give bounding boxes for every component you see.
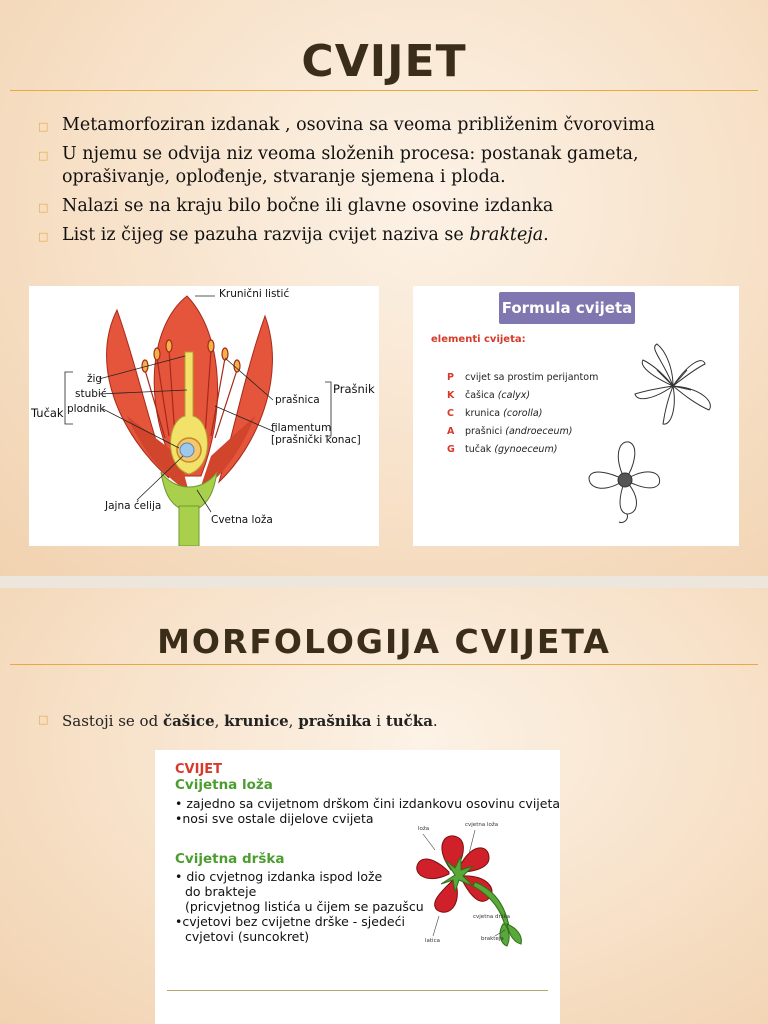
formula-row: A prašnici (androeceum): [447, 426, 573, 437]
flower-sketch-icon: [583, 436, 667, 524]
label-tucak: Tučak: [31, 406, 64, 420]
label-jajna-celija: Jajna ćelija: [105, 500, 162, 512]
bullet-item: □ Sastoji se od čašice, krunice, prašnika i tučka.: [38, 712, 438, 730]
slide-morfologija: [0, 588, 768, 1024]
panel-heading: CVIJET: [175, 762, 223, 777]
flower-formula-panel: [413, 286, 739, 546]
bullet-item: □ Metamorfoziran izdanak , osovina sa veoma približenim čvorovima: [38, 114, 748, 137]
fig-label: cvjetna drška: [473, 914, 511, 920]
text-line: • dio cvjetnog izdanka ispod lože: [175, 869, 383, 884]
text-line: (pricvjetnog listića u čijem se pazušcu: [185, 899, 424, 914]
bullet-icon: □: [38, 230, 49, 243]
bullet-icon: □: [38, 149, 49, 162]
formula-row: G tučak (gynoeceum): [447, 444, 558, 455]
formula-subtitle: elementi cvijeta:: [431, 334, 526, 345]
red-flower-illustration: [405, 820, 555, 950]
formula-row: K čašica (calyx): [447, 390, 531, 401]
fig-label: cvjetna loža: [465, 822, 499, 828]
text-line: do brakteje: [185, 884, 257, 899]
cvijet-loza-drska-panel: [155, 750, 560, 1024]
fig-label: loža: [418, 826, 430, 832]
bullet-list: [38, 712, 748, 736]
formula-title: Formula cvijeta: [499, 292, 635, 324]
bullet-item: □ U njemu se odvija niz veoma složenih procesa: postanak gameta, oprašivanje, oplođenje, stvaranje sjemena i ploda.: [38, 144, 639, 187]
title-divider: [10, 664, 758, 665]
lily-sketch-icon: [627, 340, 719, 430]
bullet-icon: □: [38, 201, 49, 214]
slide-title: MORFOLOGIJA CVIJETA: [157, 622, 611, 661]
text-line: •nosi sve ostale dijelove cvijeta: [175, 811, 374, 826]
bullet-item: □ List iz čijeg se pazuha razvija cvijet naziva se brakteja.: [38, 224, 748, 247]
flower-cross-section-diagram: [29, 286, 379, 546]
label-zig: žig: [87, 373, 103, 385]
bullet-icon: □: [38, 713, 49, 726]
bullet-icon: □: [38, 120, 49, 133]
slide-title: CVIJET: [301, 36, 467, 87]
label-filamentum: filamentum: [271, 422, 332, 434]
bullet-list: [38, 114, 748, 253]
fig-label: latica: [425, 938, 440, 944]
bullet-item: □ Nalazi se na kraju bilo bočne ili glavne osovine izdanka: [38, 195, 748, 218]
label-plodnik: plodnik: [67, 403, 106, 415]
title-divider: [10, 90, 758, 91]
formula-row: C krunica (corolla): [447, 408, 543, 419]
label-prasnica: prašnica: [275, 394, 320, 406]
subheading-cvijetna-drska: Cvijetna drška: [175, 851, 285, 867]
text-line: • zajedno sa cvijetnom drškom čini izdankovu osovinu cvijeta: [175, 796, 561, 811]
panel-bottom-rule: [167, 990, 548, 991]
text-line: cvjetovi (suncokret): [185, 929, 310, 944]
label-prasnik: Prašnik: [333, 382, 375, 396]
subheading-cvijetna-loza: Cvijetna loža: [175, 777, 273, 793]
formula-row: P cvijet sa prostim perijantom: [447, 372, 599, 383]
fig-label: brakteja: [481, 936, 504, 942]
label-cvetna-loza: Cvetna loža: [211, 514, 273, 526]
label-krunicni-listic: Krunični listić: [219, 288, 290, 300]
label-stubic: stubić: [75, 388, 107, 400]
text-line: •cvjetovi bez cvijetne drške - sjedeći: [175, 914, 405, 929]
label-prasnicki-konac: [prašnički konac]: [271, 434, 361, 446]
flower-cross-section-illustration: [29, 286, 379, 546]
